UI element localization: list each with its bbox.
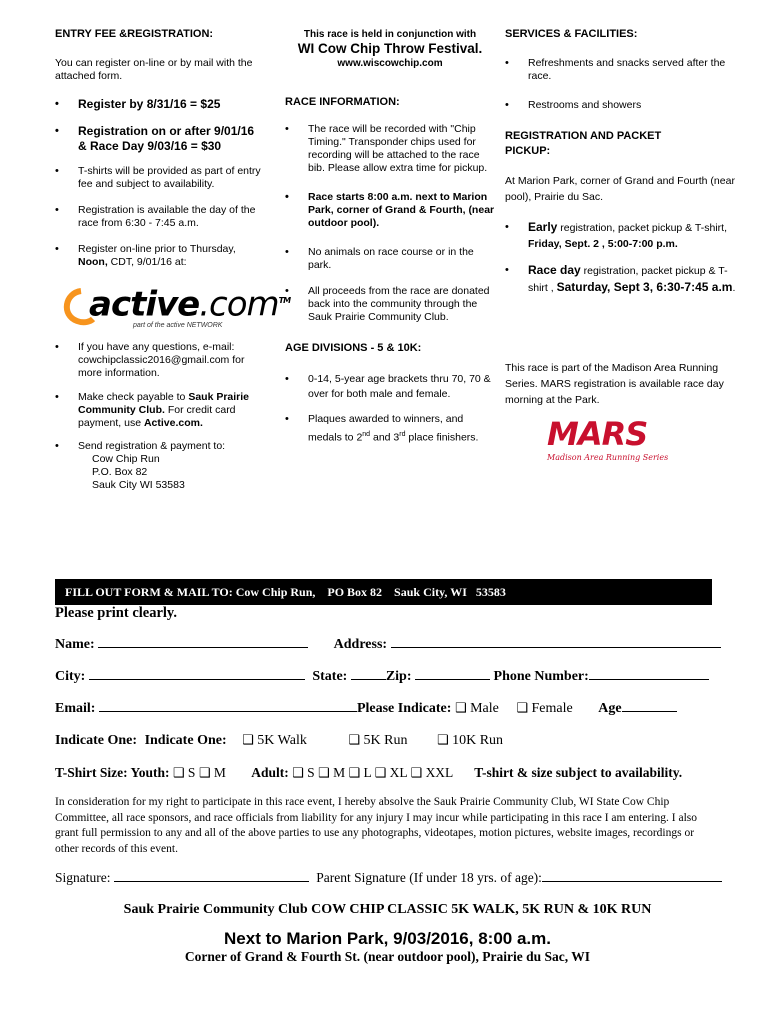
packet-pickup-heading: REGISTRATION AND PACKET PICKUP: — [505, 130, 662, 157]
raceday-pickup: • Race day registration, packet pickup & T-shirt , Saturday, Sept 3, 6:30-7:45 a.m. — [505, 262, 740, 296]
indicate-one-label: Indicate One: — [55, 733, 138, 748]
checkbox-icon[interactable]: ❑ — [454, 701, 467, 716]
zip-label: Zip: — [385, 669, 412, 684]
mars-logo-text: MARS — [547, 415, 648, 453]
footer-location: Corner of Grand & Fourth St. (near outdoor pool), Prairie du Sac, WI — [184, 949, 591, 964]
adult-xl-label: XL — [389, 765, 408, 780]
run-5k-label: 5K Run — [363, 733, 408, 748]
dayof-note: • Registration is available the day of the race from 6:30 - 7:45 a.m. — [55, 204, 265, 230]
adult-m-label: M — [333, 765, 346, 780]
proceeds-note: • All proceeds from the race are donated back into the community through the Sauk Prairie Community Club. — [285, 285, 495, 324]
address-field[interactable] — [391, 647, 721, 648]
footer-date: Next to Marion Park, 9/03/2016, 8:00 a.m. — [224, 929, 551, 948]
online-note: • Register on-line prior to Thursday, Noon, CDT, 9/01/16 at: — [55, 243, 265, 269]
age-field[interactable] — [622, 711, 677, 712]
waiver-text: In consideration for my right to participate in this race event, I hereby absolve the Sauk Prairie Community Club, WI State Cow Chip Committee, all race sponsors, and race officials from liability for any injury I may incur while participating in this race I am entering. I also grant full permission to any and all of the above parties to use any photographs, videotapes, motion pictures, website images, recordings or other records of this event. — [55, 796, 697, 855]
early-pickup: • Early registration, packet pickup & T-shirt, Friday, Sept. 2 , 5:00-7:00 p.m. — [505, 219, 740, 252]
checkbox-icon[interactable]: ❑ — [348, 766, 361, 781]
checkbox-icon[interactable]: ❑ — [348, 733, 360, 748]
please-indicate-label: Please Indicate: — [356, 701, 452, 716]
active-logo[interactable] — [55, 279, 291, 335]
checkbox-icon[interactable]: ❑ — [318, 766, 330, 781]
parent-signature-label: Parent Signature (If under 18 yrs. of age): — [316, 870, 542, 885]
questions-note: • If you have any questions, e-mail: cowchipclassic2016@gmail.com for more information. — [55, 341, 265, 380]
phone-label: Phone Number: — [493, 669, 589, 684]
age-divisions-heading: AGE DIVISIONS - 5 & 10K: — [285, 342, 422, 354]
state-label: State: — [312, 669, 348, 684]
adult-l-label: L — [363, 765, 372, 780]
email-label: Email: — [55, 701, 96, 716]
youth-s-label: S — [187, 765, 196, 780]
conjunction-note: This race is held in conjunction with — [303, 29, 477, 40]
active-logo-text: active.com™ — [89, 284, 291, 325]
signature-field[interactable] — [114, 881, 309, 882]
fee-late: • Registration on or after 9/01/16 & Race Day 9/03/16 = $30 — [55, 124, 265, 154]
middle-column — [285, 28, 495, 446]
check-note: • Make check payable to Sauk Prairie Community Club. For credit card payment, use Active.com. — [55, 391, 265, 430]
checkbox-icon[interactable]: ❑ — [242, 733, 254, 748]
plaques-note: • Plaques awarded to winners, and medals to 2nd and 3rd place finishers. — [285, 412, 495, 446]
chip-timing-note: • The race will be recorded with "Chip Timing." Transponder chips used for recording will be attached to the race bib. Please allow extra time for pickup. — [285, 123, 495, 175]
city-label: City: — [55, 669, 86, 684]
tshirt-size-label: T-Shirt Size: Youth: — [55, 765, 170, 780]
left-column — [55, 28, 291, 492]
run-10k-label: 10K Run — [452, 733, 504, 748]
checkbox-icon[interactable]: ❑ — [172, 766, 185, 781]
indicate-one-label-2: Indicate One: — [144, 733, 227, 748]
female-label: Female — [531, 701, 573, 716]
email-field[interactable] — [99, 711, 357, 712]
signature-label: Signature: — [55, 870, 111, 885]
zip-field[interactable] — [415, 679, 490, 680]
address-label: Address: — [333, 637, 388, 652]
fee-early: • Register by 8/31/16 = $25 — [55, 97, 265, 112]
tshirt-row — [55, 765, 682, 781]
race-start-note: • Race starts 8:00 a.m. next to Marion Park, corner of Grand & Fourth, (near outdoor pool). — [285, 191, 495, 230]
name-field[interactable] — [98, 647, 308, 648]
city-field[interactable] — [89, 679, 305, 680]
animals-note: • No animals on race course or in the park. — [285, 246, 495, 272]
mail-to-banner: FILL OUT FORM & MAIL TO: Cow Chip Run, PO Box 82 Sauk City, WI 53583 — [55, 579, 712, 605]
register-intro: You can register on-line or by mail with the attached form. — [55, 57, 253, 82]
signature-row — [55, 870, 722, 886]
name-address-row — [55, 637, 721, 653]
services-heading: SERVICES & FACILITIES: — [505, 28, 638, 40]
mars-note: This race is part of the Madison Area Running Series. MARS registration is available race day morning at the Park. — [505, 362, 724, 406]
adult-s-label: S — [307, 765, 315, 780]
mail-address: Cow Chip Run P.O. Box 82 Sauk City WI 53583 — [92, 453, 185, 491]
checkbox-icon[interactable]: ❑ — [410, 766, 423, 781]
mars-logo-subtitle: Madison Area Running Series — [547, 453, 669, 462]
checkbox-icon[interactable]: ❑ — [436, 733, 449, 748]
tshirt-availability-note: T-shirt & size subject to availability. — [474, 765, 683, 780]
checkbox-icon[interactable]: ❑ — [374, 766, 387, 781]
checkbox-icon[interactable]: ❑ — [198, 766, 211, 781]
age-label: Age — [598, 701, 622, 716]
city-row — [55, 669, 709, 685]
race-info-heading: RACE INFORMATION: — [285, 96, 400, 108]
checkbox-icon[interactable]: ❑ — [292, 766, 304, 781]
walk-5k-label: 5K Walk — [257, 733, 307, 748]
service-restrooms: • Restrooms and showers — [505, 99, 740, 112]
checkbox-icon[interactable]: ❑ — [516, 701, 529, 716]
phone-field[interactable] — [589, 679, 709, 680]
festival-url[interactable]: www.wiscowchip.com — [337, 58, 443, 69]
send-note: • Send registration & payment to: Cow Chip Run P.O. Box 82 Sauk City WI 53583 — [55, 440, 265, 492]
adult-label: Adult: — [251, 765, 289, 780]
entry-fee-heading: ENTRY FEE &REGISTRATION: — [55, 28, 214, 40]
male-label: Male — [470, 701, 499, 716]
festival-name: WI Cow Chip Throw Festival. — [297, 41, 483, 56]
name-label: Name: — [55, 637, 95, 652]
adult-xxl-label: XXL — [425, 765, 453, 780]
mars-logo — [547, 415, 687, 462]
service-refreshments: • Refreshments and snacks served after the race. — [505, 57, 740, 83]
pickup-location: At Marion Park, corner of Grand and Fourth (near pool), Prairie du Sac. — [505, 175, 735, 203]
footer-title: Sauk Prairie Community Club COW CHIP CLASSIC 5K WALK, 5K RUN & 10K RUN — [123, 902, 652, 917]
event-row — [55, 733, 503, 749]
state-field[interactable] — [351, 679, 386, 680]
tshirt-note: • T-shirts will be provided as part of entry fee and subject to availability. — [55, 165, 265, 191]
parent-signature-field[interactable] — [542, 881, 722, 882]
print-clearly-label: Please print clearly. — [55, 605, 178, 621]
age-brackets-note: • 0-14, 5-year age brackets thru 70, 70 & over for both male and female. — [285, 372, 495, 402]
active-logo-tagline: part of the active NETWORK — [133, 322, 223, 329]
email-row — [55, 701, 677, 717]
right-column — [505, 28, 740, 462]
youth-m-label: M — [213, 765, 226, 780]
